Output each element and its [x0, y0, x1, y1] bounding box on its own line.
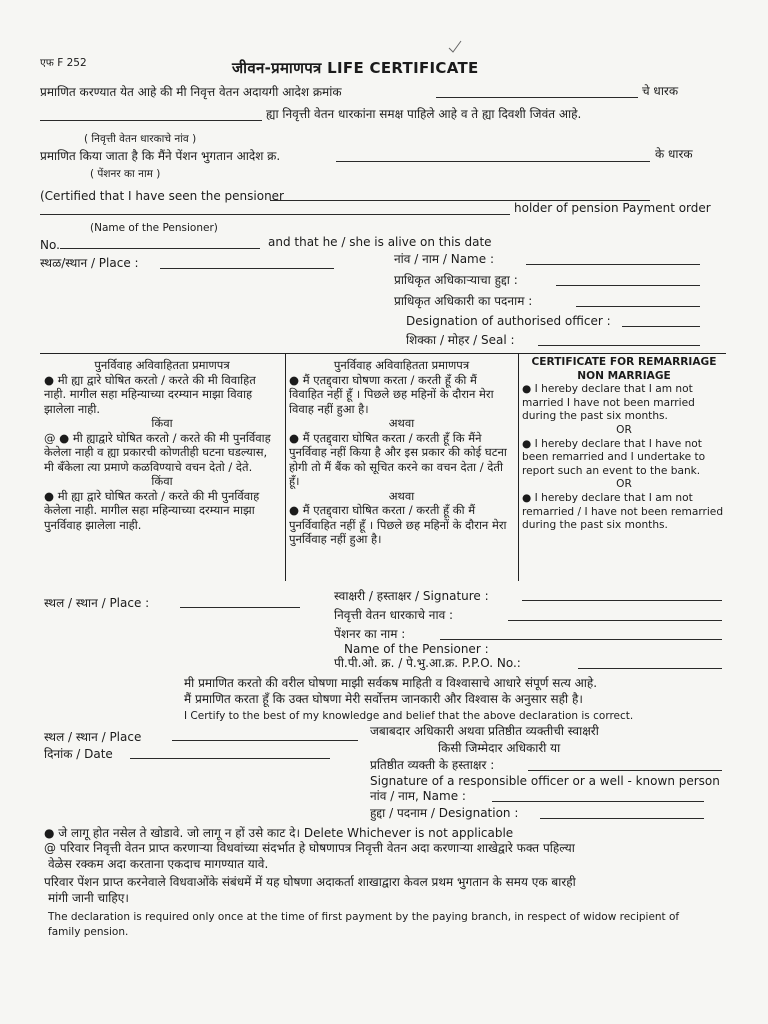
ppo-number-label: पी.पी.ओ. क्र. / पे.भु.आ.क्र. P.P.O. No.:	[334, 656, 521, 670]
col-english-heading-2: NON MARRIAGE	[577, 369, 671, 382]
marathi-cert-line-1: प्रमाणित करण्यात येत आहे की मी निवृत्त वेतन अदायगी आदेश क्रमांक	[40, 85, 342, 99]
ppo-number-field[interactable]	[578, 668, 722, 669]
hindi-cert-line-1: प्रमाणित किया जाता है कि मैंने पेंशन भुगतान आदेश क्र.	[40, 149, 281, 163]
col-hindi-or-1: अथवा	[388, 416, 415, 430]
pensioner-name-label-hi: पेंशनर का नाम :	[334, 627, 406, 641]
pensioner-name-field-hi[interactable]	[440, 639, 722, 640]
col-marathi-or-2: किंवा	[151, 474, 173, 488]
col-marathi-heading: पुनर्विवाह अविवाहितता प्रमाणपत्र	[94, 358, 230, 372]
declaration-col-marathi	[44, 358, 280, 532]
pensioner-name-label-mr: निवृत्ती वेतन धारकाचे नाव :	[334, 608, 454, 622]
signature-blank[interactable]	[522, 600, 722, 601]
footnote-widow-en-1: The declaration is required only once at the time of first payment by the paying branch, in respect of widow recipient of	[48, 911, 680, 923]
officer-post-label-hi: प्राधिकृत अधिकारी का पदनाम :	[394, 294, 533, 308]
ppo-no-label: No.	[40, 238, 60, 252]
col-hindi-heading: पुनर्विवाह अविवाहितता प्रमाणपत्र	[333, 358, 470, 372]
officer-designation-label-en: Designation of authorised officer :	[406, 314, 611, 328]
footnote-widow-hi-2: मांगी जानी चाहिए।	[48, 891, 129, 905]
certification-mr: मी प्रमाणित करतो की वरील घोषणा माझी सर्वकष माहिती व विश्वासाचे आधारे संपूर्ण सत्य आहे.	[184, 676, 598, 690]
place-blank-3[interactable]	[172, 740, 358, 741]
responsible-name-blank[interactable]	[492, 801, 704, 802]
col-hindi-or-2: अथवा	[388, 488, 415, 503]
place-blank-1[interactable]	[160, 268, 334, 269]
declaration-col-hindi	[289, 358, 514, 547]
footnote-widow-en-2: family pension.	[48, 926, 129, 938]
officer-designation-blank-en[interactable]	[622, 326, 700, 327]
pensioner-name-field-mr[interactable]	[508, 620, 722, 621]
officer-post-blank-mr[interactable]	[556, 285, 700, 286]
col-english-or-1: OR	[616, 423, 632, 436]
col-hindi-option-1[interactable]: ● मैं एतद्द्वारा घोषणा करता / करती हूँ की मैं विवाहित नहीं हूँ । पिछले छह महिनों के दौरान मेरा विवाह नहीं हुआ है।	[289, 372, 494, 416]
holder-label-hi: के धारक	[655, 147, 693, 161]
pensioner-name-note-mr: ( निवृत्ती वेतन धारकाचे नांव )	[84, 133, 197, 145]
english-cert-line-1: (Certified that I have seen the pensioner	[40, 189, 284, 203]
form-title: जीवन-प्रमाणपत्र LIFE CERTIFICATE	[232, 59, 479, 77]
col-marathi-option-1[interactable]: ● मी ह्या द्वारे घोषित करतो / करते की मी विवाहित नाही. मागील सहा महिन्याच्या दरम्यान माझा विवाह झालेला नाही.	[44, 372, 256, 416]
responsible-officer-label-en: Signature of a responsible officer or a well - known person	[370, 774, 720, 788]
responsible-designation-blank[interactable]	[540, 818, 704, 819]
marathi-cert-line-2: ह्या निवृत्ती वेतन धारकांना समक्ष पाहिले आहे व ते ह्या दिवशी जिवंत आहे.	[266, 107, 582, 121]
pen-tick-mark	[448, 40, 462, 54]
place-label-2: स्थल / स्थान / Place :	[44, 596, 150, 610]
table-divider-1	[285, 353, 286, 581]
col-english-option-3[interactable]: ● I hereby declare that I am not remarried / I have not been remarried during the past six months.	[522, 491, 724, 532]
footnote-widow-mr-2: वेळेस रक्कम अदा करताना एकदाच मागण्यात यावे.	[48, 857, 269, 871]
seal-blank[interactable]	[538, 345, 700, 346]
responsible-officer-label-hi-2: प्रतिष्ठीत व्यक्ती के हस्ताक्षर :	[370, 758, 495, 772]
officer-name-blank[interactable]	[526, 264, 700, 265]
footnote-delete: ● जे लागू होत नसेल ते खोडावे. जो लागू न हों उसे काट दे। Delete Whichever is not applicable	[44, 826, 514, 840]
col-english-or-2: OR	[616, 478, 632, 491]
pensioner-name-blank-en-2[interactable]	[40, 214, 510, 215]
footnote-widow-hi-1: परिवार पेंशन प्राप्त करनेवाले विधवाओंके संबंधमें में यह घोषणा अदाकर्ता शाखाद्वारा केवल प्रथम भुगतान के समय एक बारही	[44, 875, 576, 889]
col-english-heading-1: CERTIFICATE FOR REMARRIAGE	[531, 356, 717, 368]
responsible-designation-label: हुद्दा / पदनाम / Designation :	[370, 806, 519, 820]
ppo-no-blank[interactable]	[60, 248, 260, 249]
date-blank[interactable]	[130, 758, 330, 759]
alive-statement: and that he / she is alive on this date	[268, 235, 492, 249]
responsible-officer-label-hi-1: किसी जिम्मेदार अधिकारी या	[438, 741, 561, 755]
responsible-signature-blank[interactable]	[528, 770, 722, 771]
col-hindi-option-2[interactable]: ● मैं एतद्द्वारा घोषित करता / करती हूँ कि मैंने पुनर्विवाह नहीं किया है और इस प्रकार की कोई घटना होगी तो मैं बैंक को सूचित करने का वचन देता / देती हूँ।	[289, 430, 507, 488]
col-marathi-or-1: किंवा	[151, 416, 173, 430]
holder-ppo-label-en: holder of pension Payment order	[514, 201, 711, 215]
ppo-number-blank-mr[interactable]	[436, 97, 638, 98]
certification-en: I Certify to the best of my knowledge and belief that the above declaration is correct.	[184, 710, 634, 722]
officer-post-blank-hi[interactable]	[576, 306, 700, 307]
holder-label-mr: चे धारक	[642, 84, 679, 98]
responsible-name-label: नांव / नाम, Name :	[370, 789, 466, 803]
responsible-officer-label-mr: जबाबदार अधिकारी अथवा प्रतिष्ठीत व्यक्तीची स्वाक्षरी	[370, 724, 599, 738]
pensioner-name-blank-mr[interactable]	[40, 120, 262, 121]
footnote-widow-mr-1: @ परिवार निवृत्ती वेतन प्राप्त करणाऱ्या विधवांच्या संदर्भात हे घोषणापत्र निवृत्ती वेतन अदा करणाऱ्या शाखेद्वारे फक्त पहिल्या	[44, 841, 575, 855]
col-english-option-2[interactable]: ● I hereby declare that I have not been remarried and I undertake to report such an event to the bank.	[522, 437, 706, 477]
date-label: दिनांक / Date	[44, 747, 113, 761]
officer-name-label: नांव / नाम / Name :	[394, 252, 494, 266]
col-english-option-1[interactable]: ● I hereby declare that I am not married I have not been married during the past six months.	[522, 383, 695, 423]
col-hindi-option-3[interactable]: ● मैं एतद्द्वारा घोषित करता / करती हूँ की मैं पुनर्विवाहित नहीं हूँ । पिछले छह महिनों के दौरान मेरा पुनर्विवाह नहीं हुआ है।	[289, 503, 507, 546]
place-blank-2[interactable]	[180, 607, 300, 608]
declaration-col-english	[522, 356, 726, 533]
officer-post-label-mr: प्राधिकृत अधिकाऱ्याचा हुद्दा :	[394, 273, 518, 287]
signature-label: स्वाक्षरी / हस्ताक्षर / Signature :	[334, 589, 489, 603]
table-divider-2	[518, 353, 519, 581]
col-marathi-option-2[interactable]: @ ● मी ह्याद्वारे घोषित करतो / करते की मी पुनर्विवाह केलेला नाही व ह्या प्रकारची कोणतीही घटना घडल्यास, मी बँकेला त्या प्रमाणे कळविण्याचे वचन देतो / देते.	[44, 430, 271, 474]
place-label-1: स्थळ/स्थान / Place :	[40, 256, 139, 270]
pensioner-name-note-en: (Name of the Pensioner)	[90, 222, 218, 234]
col-marathi-option-3[interactable]: ● मी ह्या द्वारे घोषित करतो / करते की मी पुनर्विवाह केलेला नाही. मागील सहा महिन्याच्या दरम्यान माझा पुनर्विवाह झालेला नाही.	[44, 488, 260, 532]
certification-hi: मैं प्रमाणित करता हूँ कि उक्त घोषणा मेरी सर्वोत्तम जानकारी और विश्वास के अनुसार सही है।	[184, 692, 583, 706]
pensioner-name-label-en: Name of the Pensioner :	[344, 642, 489, 656]
ppo-number-blank-hi[interactable]	[336, 161, 650, 162]
place-label-3: स्थल / स्थान / Place	[44, 730, 142, 744]
pensioner-name-note-hi: ( पेंशनर का नाम )	[90, 168, 161, 180]
seal-label: शिक्का / मोहर / Seal :	[406, 333, 515, 347]
form-number: एफ F 252	[40, 57, 87, 69]
